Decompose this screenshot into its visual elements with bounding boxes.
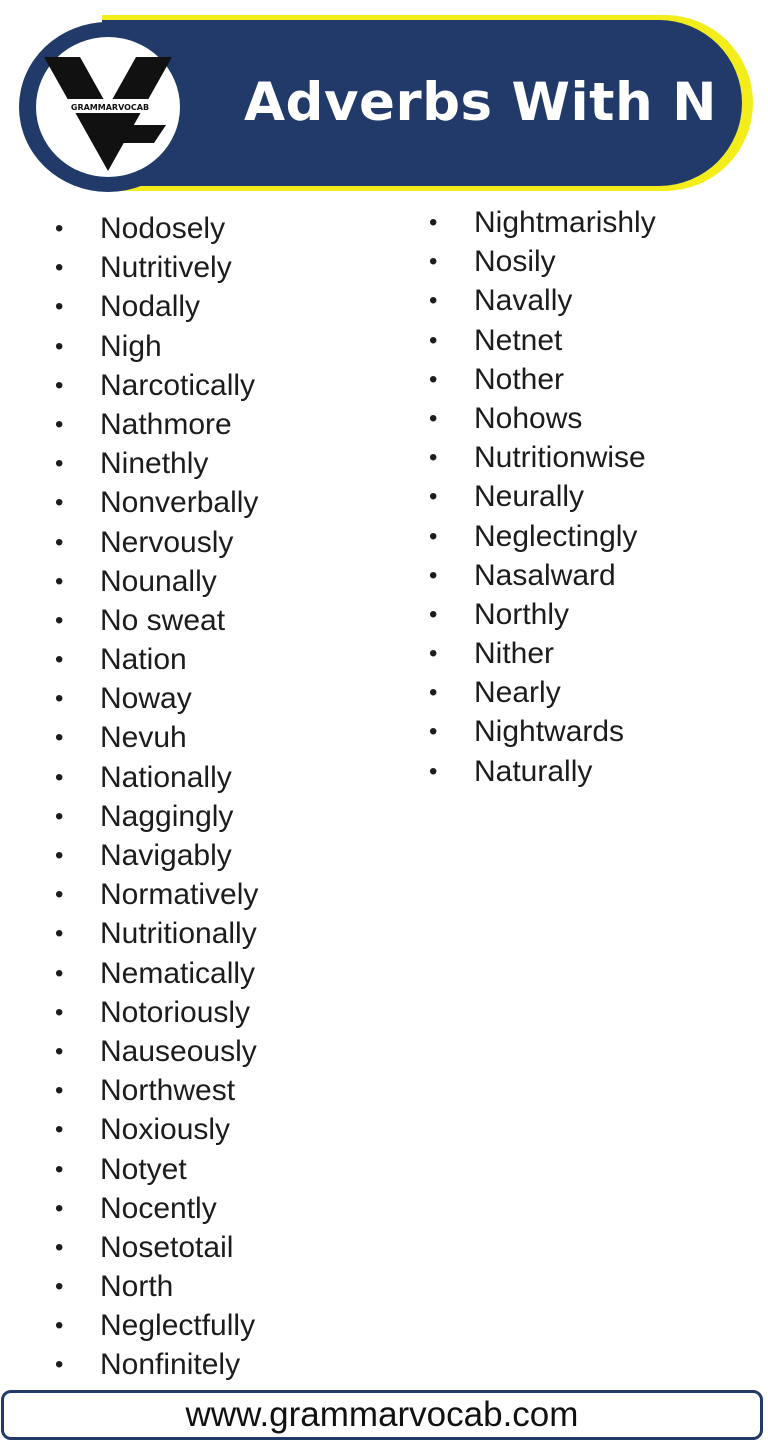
bullet-icon: • [429,365,438,393]
list-item-word: Northwest [100,1074,236,1108]
bullet-icon: • [55,1273,64,1301]
bullet-icon: • [55,724,64,752]
bullet-icon: • [429,248,438,276]
bullet-icon: • [55,959,64,987]
bullet-icon: • [55,1312,64,1340]
list-item-word: Northly [474,597,570,631]
list-item-word: Nation [100,643,187,677]
bullet-icon: • [429,404,438,432]
bullet-icon: • [55,1077,64,1105]
list-item-word: Navigably [100,839,232,872]
list-item-word: Nonfinitely [100,1348,241,1382]
list-item-word: Neurally [474,480,585,514]
list-item-word: Nohows [474,401,583,435]
list-item-word: Nightwards [474,715,625,749]
bullet-icon: • [55,1194,64,1222]
bullet-icon: • [429,679,438,707]
bullet-icon: • [55,606,64,634]
list-item-word: Netnet [474,323,563,357]
bullet-icon: • [55,802,64,830]
list-item-word: Nervously [100,525,234,559]
bullet-icon: • [55,685,64,713]
bullet-icon: • [55,881,64,909]
list-item-word: Neglectingly [474,519,638,553]
bullet-icon: • [55,371,64,399]
list-item-word: Ninethly [100,447,209,481]
bullet-icon: • [55,567,64,595]
bullet-icon: • [429,757,438,785]
bullet-icon: • [55,215,64,242]
bullet-icon: • [55,489,64,517]
bullet-icon: • [429,326,438,354]
bullet-icon: • [55,920,64,948]
list-item-word: Naggingly [100,799,234,833]
list-item-word: Nathmore [100,407,232,441]
bullet-icon: • [55,1351,64,1379]
bullet-icon: • [429,483,438,511]
list-item-word: Nematically [100,956,256,990]
header-banner [0,0,768,200]
bullet-icon: • [55,763,64,791]
bullet-icon: • [55,1233,64,1261]
list-item-word: Nightmarishly [474,206,656,239]
list-item-word: Nounally [100,564,217,598]
list-item-word: Nodosely [100,212,226,245]
bullet-icon: • [55,450,64,478]
bullet-icon: • [55,1155,64,1183]
list-item-word: Naturally [474,754,593,788]
bullet-icon: • [429,600,438,628]
list-item-word: Nationally [100,760,232,794]
bullet-icon: • [429,287,438,315]
list-item-word: Neglectfully [100,1309,256,1343]
bullet-icon: • [55,1116,64,1144]
bullet-icon: • [55,528,64,556]
list-item-word: Narcotically [100,368,256,402]
bullet-icon: • [429,718,438,746]
bullet-icon: • [429,444,438,472]
list-item-word: North [100,1270,174,1304]
list-item-word: Nosily [474,245,556,279]
list-item-word: Nutritionwise [474,441,646,475]
footer-url: www.grammarvocab.com [185,1395,579,1434]
bullet-icon: • [55,293,64,321]
bullet-icon: • [429,640,438,668]
bullet-icon: • [55,998,64,1026]
bullet-icon: • [55,410,64,438]
logo-icon [36,37,180,177]
list-item-word: No sweat [100,603,226,637]
list-item-word: Nutritionally [100,917,257,951]
list-item-word: Nither [474,637,555,671]
list-item-word: Noway [100,682,192,716]
list-item-word: Noxiously [100,1113,231,1147]
bullet-icon: • [429,209,438,236]
list-item-word: Nauseously [100,1034,257,1068]
list-item-word: Normatively [100,878,259,912]
logo-text: GRAMMARVOCAB [70,103,150,112]
page-title: Adverbs With N [244,72,718,133]
list-item-word: Nocently [100,1191,217,1225]
list-item-word: Nonverbally [100,486,259,520]
list-item-word: Notyet [100,1152,187,1186]
bullet-icon: • [55,646,64,674]
bullet-icon: • [55,254,64,282]
list-item-word: Navally [474,284,573,318]
bullet-icon: • [429,522,438,550]
list-item-word: Nasalward [474,558,616,592]
bullet-icon: • [55,1037,64,1065]
list-item-word: Nother [474,362,565,396]
list-item-word: Nigh [100,329,162,363]
list-item-word: Nearly [474,676,561,710]
list-item-word: Notoriously [100,995,251,1029]
bullet-icon: • [55,332,64,360]
list-item-word: Nutritively [100,251,232,285]
footer-bar [1,1390,763,1440]
list-item-word: Nosetotail [100,1230,234,1264]
list-item-word: Nodally [100,290,201,324]
list-item-word: Nevuh [100,721,187,755]
bullet-icon: • [429,561,438,589]
bullet-icon: • [55,842,64,869]
